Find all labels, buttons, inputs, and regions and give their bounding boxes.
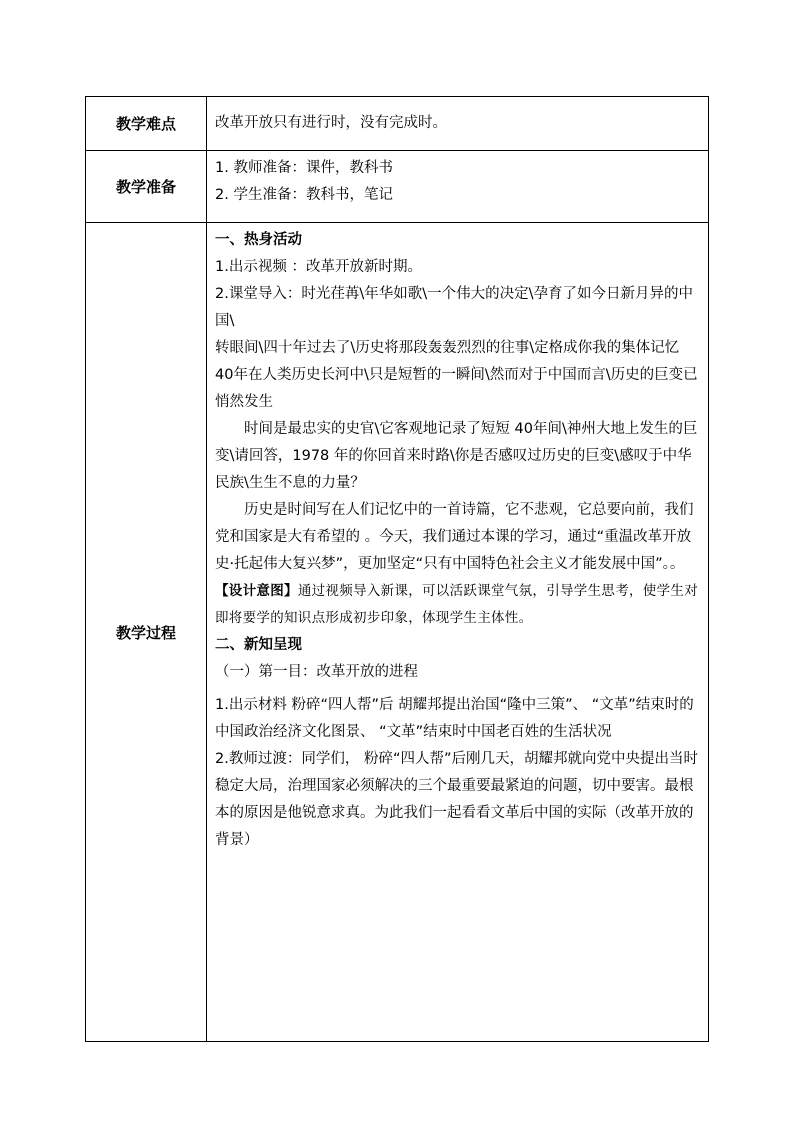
label-teaching-process: 教学过程 [86,223,207,1042]
difficulty-text: 改革开放只有进行时，没有完成时。 [215,115,447,131]
process-paragraph: 转眼间\四十年过去了\历史将那段轰轰烈烈的往事\定格成你我的集体记忆 [215,340,680,356]
section-warmup-title: 一、热身活动 [215,232,302,248]
process-paragraph: 2.课堂导入：时光荏苒\年华如歌\一个伟大的决定\孕育了如今日新月异的中国\ [215,286,693,329]
section-new-knowledge-title: 二、新知呈现 [215,637,302,653]
subsection-title: （一）第一目：改革开放的进程 [215,664,418,680]
process-paragraph: 时间是最忠实的史官\它客观地记录了短短 40年间\神州大地上发生的巨变\请回答，1978 年的你回首来时路\你是否感叹过历史的巨变\感叹于中华民族\生生不息的力量？ [215,421,698,491]
row-teaching-process [86,223,709,1042]
lesson-plan-table [85,96,709,1042]
prep-item-teacher: 1. 教师准备：课件，教科书 [215,160,393,176]
content-teaching-preparation [207,151,709,223]
process-paragraph: 1.出示材料 粉碎“四人帮”后 胡耀邦提出治国“隆中三策”、 “文革”结束时的中国政治经济文化图景、 “文革”结束时中国老百姓的生活状况 [215,697,694,740]
row-teaching-difficulty [86,97,709,151]
process-paragraph: 40年在人类历史长河中\只是短暂的一瞬间\然而对于中国而言\历史的巨变已悄然发生 [215,367,698,410]
content-teaching-difficulty [207,97,709,151]
label-teaching-difficulty: 教学难点 [86,97,207,151]
row-teaching-preparation [86,151,709,223]
label-teaching-preparation: 教学准备 [86,151,207,223]
content-teaching-process [207,223,709,1042]
process-paragraph: 历史是时间写在人们记忆中的一首诗篇，它不悲观，它总要向前，我们党和国家是大有希望的 。今天，我们通过本课的学习，通过“重温改革开放史·托起伟大复兴梦”，更加坚定“只有中国特色社会主义才能发展中国”。。 [215,502,694,572]
process-paragraph: 2.教师过渡：同学们， 粉碎“四人帮”后刚几天，胡耀邦就向党中央提出当时稳定大局，治理国家必须解决的三个最重要最紧迫的问题，切中要害。最根本的原因是他锐意求真。为此我们一起看看文革后中国的实际（改革开放的背景） [215,751,698,848]
prep-item-student: 2. 学生准备：教科书，笔记 [215,187,393,203]
process-paragraph: 1.出示视频 ：改革开放新时期。 [215,259,422,275]
design-intent-note [215,578,700,632]
design-intent-tag: 【设计意图】 [215,583,298,599]
design-intent-text: 通过视频导入新课，可以活跃课堂气氛，引导学生思考，使学生对即将要学的知识点形成初步印象，体现学生主体性。 [215,583,699,626]
